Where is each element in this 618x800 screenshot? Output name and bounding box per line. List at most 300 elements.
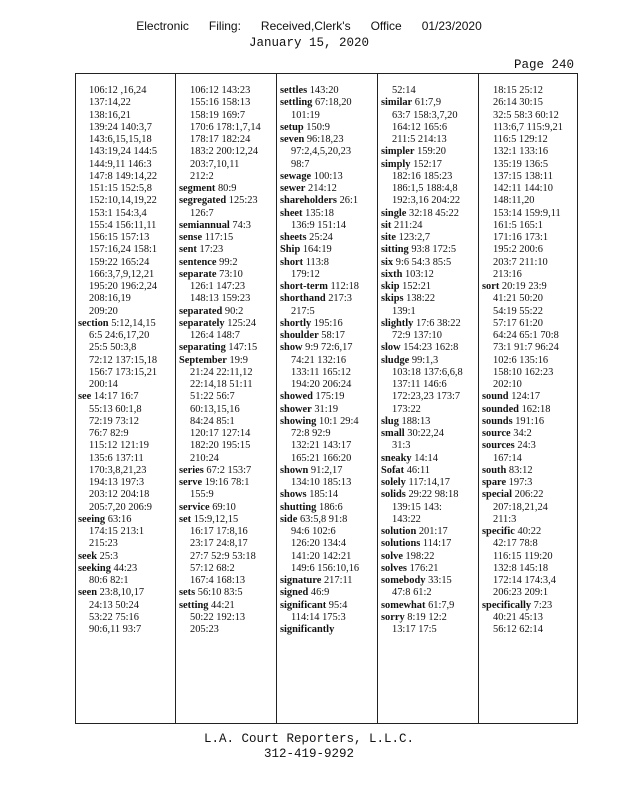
index-continuation	[179, 171, 274, 183]
index-entry	[179, 318, 274, 330]
index-word: side	[280, 513, 298, 525]
page-line-refs: 63:5,8 91:8	[299, 513, 348, 525]
index-continuation	[381, 379, 476, 391]
index-entry	[381, 318, 476, 330]
page-line-refs: 94:6 102:6	[291, 526, 336, 537]
page-line-refs: 126:20 134:4	[291, 538, 347, 550]
index-continuation	[78, 575, 173, 587]
index-entry	[280, 281, 375, 293]
index-continuation	[381, 183, 476, 195]
index-entry	[280, 575, 375, 587]
index-entry	[78, 587, 173, 599]
index-continuation	[78, 477, 173, 489]
page-line-refs: 126:4 148:7	[190, 330, 240, 341]
index-continuation	[78, 600, 173, 612]
page-line-refs: 33:15	[428, 575, 452, 586]
index-entry	[179, 195, 274, 207]
page-line-refs: 159:22 165:24	[89, 256, 150, 268]
index-word: Ship	[280, 244, 301, 256]
index-entry	[280, 587, 375, 599]
index-entry	[381, 257, 476, 269]
page-line-refs: 156:7 173:15,21	[89, 366, 158, 378]
page-line-refs: 113:6,7 115:9,21	[493, 121, 563, 133]
page-line-refs: 61:7,9	[414, 97, 442, 109]
index-continuation	[179, 575, 274, 587]
index-continuation	[280, 306, 375, 318]
index-word: September	[179, 354, 227, 366]
index-continuation	[280, 146, 375, 158]
index-word: sixth	[381, 268, 403, 280]
page-line-refs: 64:24 65:1 70:8	[493, 330, 559, 341]
index-continuation	[179, 391, 274, 403]
index-continuation	[280, 526, 375, 538]
index-word: short-term	[280, 281, 328, 292]
page-line-refs: 201:17	[418, 526, 448, 537]
page-line-refs: 20:19 23:9	[501, 281, 547, 292]
index-continuation	[78, 416, 173, 428]
index-entry	[482, 404, 577, 416]
page-line-refs: 167:14	[493, 452, 522, 464]
index-continuation	[78, 220, 173, 232]
index-word: sludge	[381, 354, 410, 366]
index-word: solves	[381, 562, 407, 574]
index-word: seeking	[78, 562, 111, 574]
index-word: sentence	[179, 256, 217, 268]
index-continuation	[179, 612, 274, 624]
index-word: shows	[280, 489, 307, 501]
page-number: Page 240	[513, 58, 574, 72]
index-continuation	[280, 477, 375, 489]
index-word: solely	[381, 477, 406, 488]
index-continuation	[179, 122, 274, 134]
stamp-date: 01/23/2020	[421, 19, 482, 33]
stamp-office: Office	[370, 19, 402, 33]
page-line-refs: 206:22	[514, 489, 544, 501]
page-line-refs: 72:12 137:15,18	[89, 354, 158, 366]
index-continuation	[179, 330, 274, 342]
index-continuation	[482, 97, 577, 109]
index-word: similar	[381, 97, 413, 109]
page-line-refs: 7:23	[533, 599, 553, 611]
index-continuation	[280, 428, 375, 440]
page-line-refs: 137:11 146:6	[392, 379, 447, 390]
index-continuation	[78, 195, 173, 207]
page-line-refs: 167:4 168:13	[190, 575, 246, 586]
index-word: south	[482, 464, 507, 476]
index-continuation	[179, 526, 274, 538]
index-entry	[78, 563, 173, 575]
index-continuation	[280, 367, 375, 379]
page-line-refs: 80:6 82:1	[89, 575, 129, 586]
page-line-refs: 57:12 68:2	[190, 562, 235, 574]
page-line-refs: 186:1,5 188:4,8	[392, 183, 458, 194]
page-line-refs: 23:8,10,17	[99, 587, 145, 599]
index-continuation	[482, 85, 577, 97]
index-continuation	[280, 379, 375, 391]
page-line-refs: 124:17	[511, 391, 541, 403]
index-continuation	[482, 195, 577, 207]
index-entry	[179, 244, 274, 256]
index-entry	[482, 428, 577, 440]
index-word: source	[482, 428, 511, 439]
index-entry	[381, 293, 476, 305]
index-entry	[381, 538, 476, 550]
index-continuation	[482, 159, 577, 171]
index-entry	[381, 563, 476, 575]
page-line-refs: 179:12	[291, 268, 320, 280]
index-continuation	[179, 379, 274, 391]
index-continuation	[78, 146, 173, 158]
index-continuation	[381, 404, 476, 416]
index-continuation	[482, 183, 577, 195]
page-line-refs: 93:8 172:5	[411, 244, 457, 256]
index-continuation	[482, 587, 577, 599]
page-line-refs: 22:14,18 51:11	[190, 379, 253, 390]
index-continuation	[78, 355, 173, 367]
page-line-refs: 173:22	[392, 403, 421, 415]
page-line-refs: 5:12,14,15	[111, 317, 156, 329]
page-line-refs: 99:1,3	[411, 354, 439, 366]
index-entry	[280, 600, 375, 612]
page-line-refs: 211:3	[493, 513, 517, 525]
index-continuation	[78, 183, 173, 195]
index-word: sewage	[280, 170, 312, 182]
index-entry	[482, 416, 577, 428]
page-line-refs: 41:21 50:20	[493, 293, 543, 305]
index-word: sewer	[280, 183, 306, 194]
index-entry	[280, 232, 375, 244]
index-entry	[482, 600, 577, 612]
page-line-refs: 63:16	[107, 513, 132, 525]
page-line-refs: 125:24	[227, 317, 257, 329]
page-line-refs: 139:24 140:3,7	[89, 121, 152, 133]
page-line-refs: 203:12 204:18	[89, 489, 150, 501]
page-line-refs: 46:11	[406, 464, 430, 476]
index-entry	[179, 514, 274, 526]
page-line-refs: 114:17	[422, 538, 452, 550]
page-line-refs: 208:16,19	[89, 293, 131, 305]
index-entry	[78, 514, 173, 526]
page-line-refs: 172:14 174:3,4	[493, 575, 556, 586]
index-entry	[179, 269, 274, 281]
index-word: seek	[78, 550, 98, 562]
index-continuation	[280, 355, 375, 367]
page-line-refs: 155:4 156:11,11	[89, 219, 157, 231]
index-word: shutting	[280, 501, 317, 513]
page-line-refs: 155:16 158:13	[190, 97, 251, 109]
index-word: shoulder	[280, 330, 319, 341]
index-word: sets	[179, 587, 196, 599]
page-line-refs: 103:12	[404, 268, 434, 280]
index-word: setting	[179, 599, 209, 611]
page-line-refs: 91:2,17	[310, 464, 343, 476]
page-line-refs: 142:11 144:10	[493, 183, 553, 194]
page-line-refs: 60:13,15,16	[190, 403, 240, 415]
index-entry	[179, 257, 274, 269]
page-line-refs: 103:18 137:6,6,8	[392, 366, 463, 378]
index-continuation	[78, 489, 173, 501]
index-continuation	[482, 293, 577, 305]
index-entry	[381, 526, 476, 538]
page-line-refs: 84:24 85:1	[190, 415, 235, 427]
page-line-refs: 102:6 135:16	[493, 354, 549, 366]
page-line-refs: 34:2	[513, 428, 532, 439]
page-line-refs: 200:14	[89, 379, 118, 390]
index-word: signed	[280, 587, 309, 599]
index-word: solutions	[381, 538, 421, 550]
page-line-refs: 74:3	[232, 219, 251, 231]
page-line-refs: 147:15	[228, 342, 258, 354]
index-word: setup	[280, 121, 304, 133]
index-continuation	[482, 563, 577, 575]
page-line-refs: 135:18	[305, 207, 334, 219]
index-entry	[179, 502, 274, 514]
page-line-refs: 52:14	[392, 85, 416, 96]
index-continuation	[482, 502, 577, 514]
page-line-refs: 74:21 132:16	[291, 354, 347, 366]
index-continuation	[78, 281, 173, 293]
index-word: sense	[179, 232, 203, 243]
index-continuation	[78, 122, 173, 134]
index-word: site	[381, 232, 397, 243]
page-line-refs: 175:19	[315, 391, 345, 403]
index-entry	[482, 391, 577, 403]
page-line-refs: 24:13 50:24	[89, 599, 139, 611]
index-continuation	[280, 612, 375, 624]
page-line-refs: 57:17 61:20	[493, 317, 543, 329]
index-column-3	[280, 85, 375, 715]
index-continuation	[381, 306, 476, 318]
index-continuation	[280, 538, 375, 550]
page-line-refs: 99:2	[219, 256, 238, 268]
page-line-refs: 90:2	[224, 305, 244, 317]
page-line-refs: 46:9	[310, 587, 330, 599]
page-line-refs: 116:15 119:20	[493, 550, 553, 562]
index-continuation	[381, 440, 476, 452]
page-line-refs: 170:6 178:1,7,14	[190, 121, 261, 133]
index-continuation	[482, 146, 577, 158]
page-line-refs: 138:16,21	[89, 109, 131, 121]
index-continuation	[482, 134, 577, 146]
page-line-refs: 164:19	[302, 244, 332, 256]
page-line-refs: 148:13 159:23	[190, 293, 251, 305]
page-line-refs: 115:12 121:19	[89, 440, 149, 452]
index-word: small	[381, 428, 405, 439]
page-line-refs: 47:8 61:2	[392, 587, 432, 599]
index-continuation	[280, 269, 375, 281]
index-continuation	[179, 416, 274, 428]
page-line-refs: 203:7 211:10	[493, 256, 548, 268]
page-line-refs: 135:19 136:5	[493, 158, 549, 170]
page-line-refs: 106:12 143:23	[190, 85, 251, 96]
index-word: showed	[280, 391, 313, 403]
page-line-refs: 154:23 162:8	[403, 342, 459, 354]
index-word: somebody	[381, 575, 426, 586]
index-word: specifically	[482, 599, 532, 611]
index-entry	[280, 330, 375, 342]
index-entry	[482, 489, 577, 501]
index-continuation	[381, 330, 476, 342]
index-entry	[482, 526, 577, 538]
page-line-refs: 101:19	[291, 109, 320, 121]
index-entry	[280, 134, 375, 146]
index-column-5	[482, 85, 577, 715]
index-entry	[381, 342, 476, 354]
index-continuation	[280, 453, 375, 465]
page-line-refs: 153:1 154:3,4	[89, 207, 147, 219]
index-entry	[280, 318, 375, 330]
page-line-refs: 8:19 12:2	[407, 611, 447, 623]
index-continuation	[179, 440, 274, 452]
index-word: somewhat	[381, 599, 426, 611]
index-continuation	[179, 428, 274, 440]
index-word: sound	[482, 391, 509, 403]
page-line-refs: 13:17 17:5	[392, 624, 437, 635]
index-continuation	[482, 342, 577, 354]
index-entry	[381, 146, 476, 158]
index-continuation	[78, 171, 173, 183]
index-word: set	[179, 513, 192, 525]
index-entry	[381, 355, 476, 367]
index-continuation	[179, 159, 274, 171]
page-line-refs: 182:16 185:23	[392, 170, 453, 182]
index-continuation	[482, 220, 577, 232]
index-entry	[381, 600, 476, 612]
page-line-refs: 90:6,11 93:7	[89, 624, 142, 635]
page-line-refs: 116:5 129:12	[493, 134, 548, 145]
column-divider	[276, 74, 277, 723]
index-continuation	[179, 563, 274, 575]
index-word: sources	[482, 440, 515, 452]
page-line-refs: 96:18,23	[306, 134, 344, 145]
index-continuation	[78, 624, 173, 636]
index-word: sorry	[381, 611, 405, 623]
page-line-refs: 194:20 206:24	[291, 379, 352, 390]
index-continuation	[179, 208, 274, 220]
index-word: slow	[381, 342, 401, 354]
index-word: shortly	[280, 317, 312, 329]
page-line-refs: 56:12 62:14	[493, 624, 543, 635]
index-continuation	[78, 404, 173, 416]
page-line-refs: 192:3,16 204:22	[392, 195, 461, 207]
index-continuation	[381, 502, 476, 514]
index-entry	[280, 404, 375, 416]
index-entry	[179, 183, 274, 195]
index-entry	[179, 477, 274, 489]
index-word: sitting	[381, 244, 409, 256]
index-entry	[280, 244, 375, 256]
page-line-refs: 217:11	[323, 575, 353, 586]
page-line-refs: 40:21 45:13	[493, 611, 543, 623]
page-line-refs: 137:15 138:11	[493, 170, 553, 182]
page-line-refs: 157:16,24 158:1	[89, 244, 158, 256]
page-line-refs: 217:3	[328, 293, 352, 305]
page-line-refs: 44:23	[113, 562, 138, 574]
index-entry	[381, 477, 476, 489]
index-entry	[179, 342, 274, 354]
index-continuation	[78, 269, 173, 281]
page-line-refs: 205:7,20 206:9	[89, 501, 152, 513]
index-word: seen	[78, 587, 98, 599]
index-word: simply	[381, 158, 411, 170]
page-line-refs: 26:14 30:15	[493, 97, 543, 109]
index-entry	[179, 600, 274, 612]
index-entry	[381, 453, 476, 465]
index-word: sheet	[280, 207, 303, 219]
page-line-refs: 25:5 50:3,8	[89, 342, 137, 354]
index-word: segregated	[179, 195, 227, 207]
index-entry	[280, 465, 375, 477]
index-continuation	[78, 465, 173, 477]
index-continuation	[482, 244, 577, 256]
page-line-refs: 80:9	[217, 183, 237, 194]
page-line-refs: 183:2 200:12,24	[190, 146, 259, 158]
page-line-refs: 17:23	[199, 244, 224, 256]
index-entry	[482, 440, 577, 452]
index-word: separate	[179, 268, 217, 280]
page-line-refs: 21:24 22:11,12	[190, 366, 253, 378]
page-line-refs: 19:16 78:1	[204, 477, 250, 488]
index-continuation	[381, 587, 476, 599]
index-entry	[280, 183, 375, 195]
index-word: slug	[381, 415, 399, 427]
page-line-refs: 211:24	[394, 219, 423, 231]
index-word: simpler	[381, 146, 415, 158]
page-line-refs: 159:20	[417, 146, 446, 158]
page-line-refs: 195:20 196:2,24	[89, 281, 158, 292]
index-entry	[179, 232, 274, 244]
index-continuation	[78, 428, 173, 440]
index-continuation	[482, 453, 577, 465]
page-line-refs: 139:1	[392, 305, 416, 317]
page-line-refs: 215:23	[89, 538, 118, 550]
page-line-refs: 31:3	[392, 440, 411, 452]
index-continuation	[179, 489, 274, 501]
page-line-refs: 26:1	[339, 195, 359, 207]
filing-stamp	[0, 19, 618, 33]
index-word: special	[482, 489, 513, 501]
index-word: series	[179, 464, 204, 476]
index-continuation	[280, 551, 375, 563]
index-continuation	[78, 97, 173, 109]
page-footer	[0, 732, 618, 762]
page-line-refs: 24:3	[517, 440, 536, 452]
page-line-refs: 27:7 52:9 53:18	[190, 550, 256, 562]
index-continuation	[482, 538, 577, 550]
index-continuation	[78, 110, 173, 122]
index-entry	[381, 220, 476, 232]
index-word: significantly	[280, 624, 335, 635]
index-continuation	[179, 134, 274, 146]
page-line-refs: 202:10	[493, 379, 522, 390]
index-continuation	[78, 502, 173, 514]
page-line-refs: 213:16	[493, 268, 522, 280]
index-continuation	[78, 453, 173, 465]
index-continuation	[78, 134, 173, 146]
page-line-refs: 123:2,7	[398, 232, 431, 243]
page-line-refs: 209:20	[89, 305, 118, 317]
index-continuation	[78, 159, 173, 171]
index-entry	[381, 551, 476, 563]
page-line-refs: 151:15 152:5,8	[89, 183, 152, 194]
page-line-refs: 162:18	[521, 403, 551, 415]
page-line-refs: 153:14 159:9,11	[493, 207, 561, 219]
reporter-phone: 312-419-9292	[263, 747, 354, 761]
page-line-refs: 158:10 162:23	[493, 366, 554, 378]
index-continuation	[78, 526, 173, 538]
index-continuation	[482, 122, 577, 134]
page-line-refs: 137:14,22	[89, 97, 131, 109]
